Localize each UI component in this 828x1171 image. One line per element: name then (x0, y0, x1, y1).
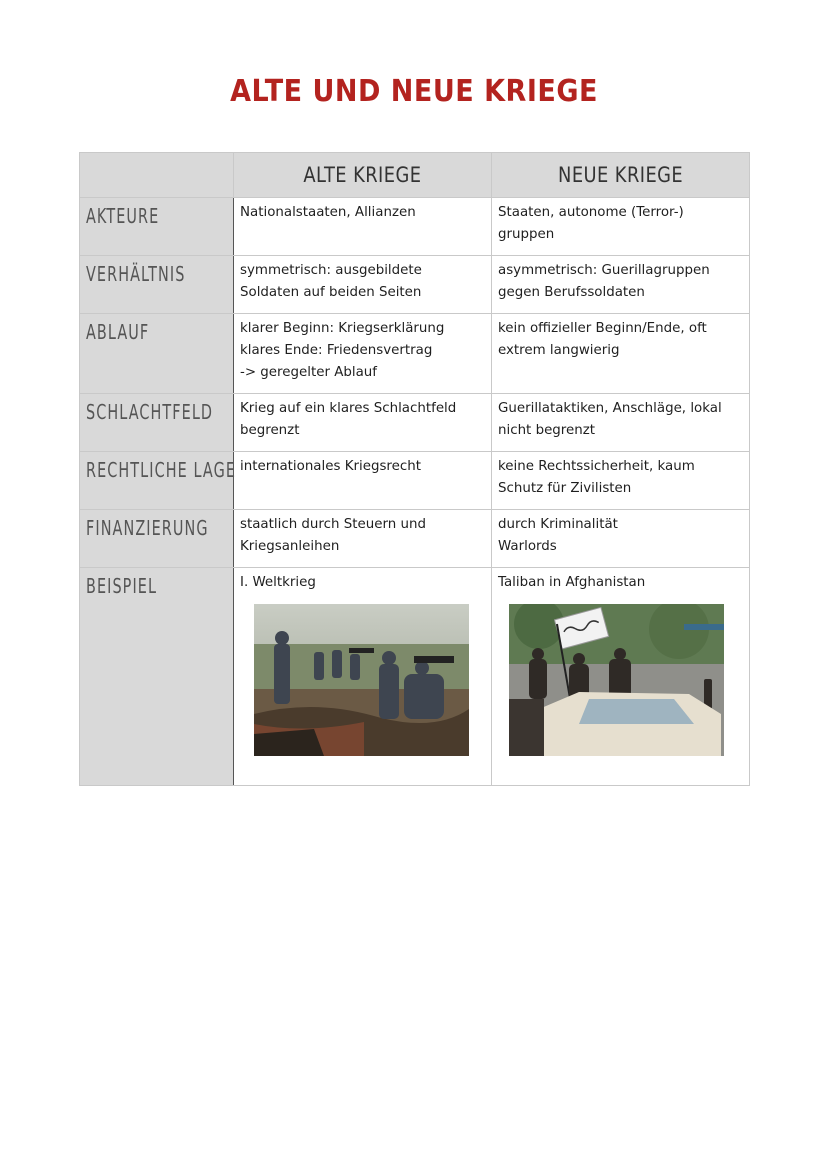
row-label-schlachtfeld: SCHLACHTFELD (80, 394, 234, 452)
table-header-row (80, 153, 750, 198)
header-empty-cell (80, 153, 234, 198)
table-row (80, 568, 750, 786)
row-label-akteure: AKTEURE (80, 198, 234, 256)
cell-alt-finanzierung: staatlich durch Steuern und Kriegsanleihen (234, 510, 492, 568)
row-label-rechtliche-lage: RECHTLICHE LAGE (80, 452, 234, 510)
cell-alt-ablauf: klarer Beginn: Kriegserklärung klares Ende: Friedensvertrag -> geregelter Ablauf (234, 314, 492, 394)
cell-alt-schlachtfeld: Krieg auf ein klares Schlachtfeld begrenzt (234, 394, 492, 452)
table-row (80, 452, 750, 510)
cell-neu-beispiel: Taliban in Afghanistan (492, 568, 750, 786)
table-row (80, 314, 750, 394)
cell-alt-beispiel: I. Weltkrieg (234, 568, 492, 786)
cell-alt-akteure: Nationalstaaten, Allianzen (234, 198, 492, 256)
row-label-verhaeltnis: VERHÄLTNIS (80, 256, 234, 314)
row-label-beispiel: BEISPIEL (80, 568, 234, 786)
ww1-soldiers-photo (254, 604, 469, 756)
cell-alt-verhaeltnis: symmetrisch: ausgebildete Soldaten auf beiden Seiten (234, 256, 492, 314)
cell-neu-schlachtfeld: Guerillataktiken, Anschläge, lokal nicht begrenzt (492, 394, 750, 452)
cell-neu-akteure: Staaten, autonome (Terror-) gruppen (492, 198, 750, 256)
table-row (80, 256, 750, 314)
cell-neu-rechtliche-lage: keine Rechtssicherheit, kaum Schutz für Zivilisten (492, 452, 750, 510)
cell-neu-verhaeltnis: asymmetrisch: Guerillagruppen gegen Berufssoldaten (492, 256, 750, 314)
comparison-table (79, 152, 750, 786)
taliban-afghanistan-photo (509, 604, 724, 756)
table-row (80, 198, 750, 256)
header-neue-kriege: NEUE KRIEGE (492, 153, 750, 198)
header-alte-kriege: ALTE KRIEGE (234, 153, 492, 198)
row-label-ablauf: ABLAUF (80, 314, 234, 394)
cell-neu-finanzierung: durch Kriminalität Warlords (492, 510, 750, 568)
cell-alt-rechtliche-lage: internationales Kriegsrecht (234, 452, 492, 510)
table-row (80, 510, 750, 568)
table-row (80, 394, 750, 452)
cell-neu-ablauf: kein offizieller Beginn/Ende, oft extrem langwierig (492, 314, 750, 394)
page-title: ALTE UND NEUE KRIEGE (230, 74, 598, 109)
row-label-finanzierung: FINANZIERUNG (80, 510, 234, 568)
